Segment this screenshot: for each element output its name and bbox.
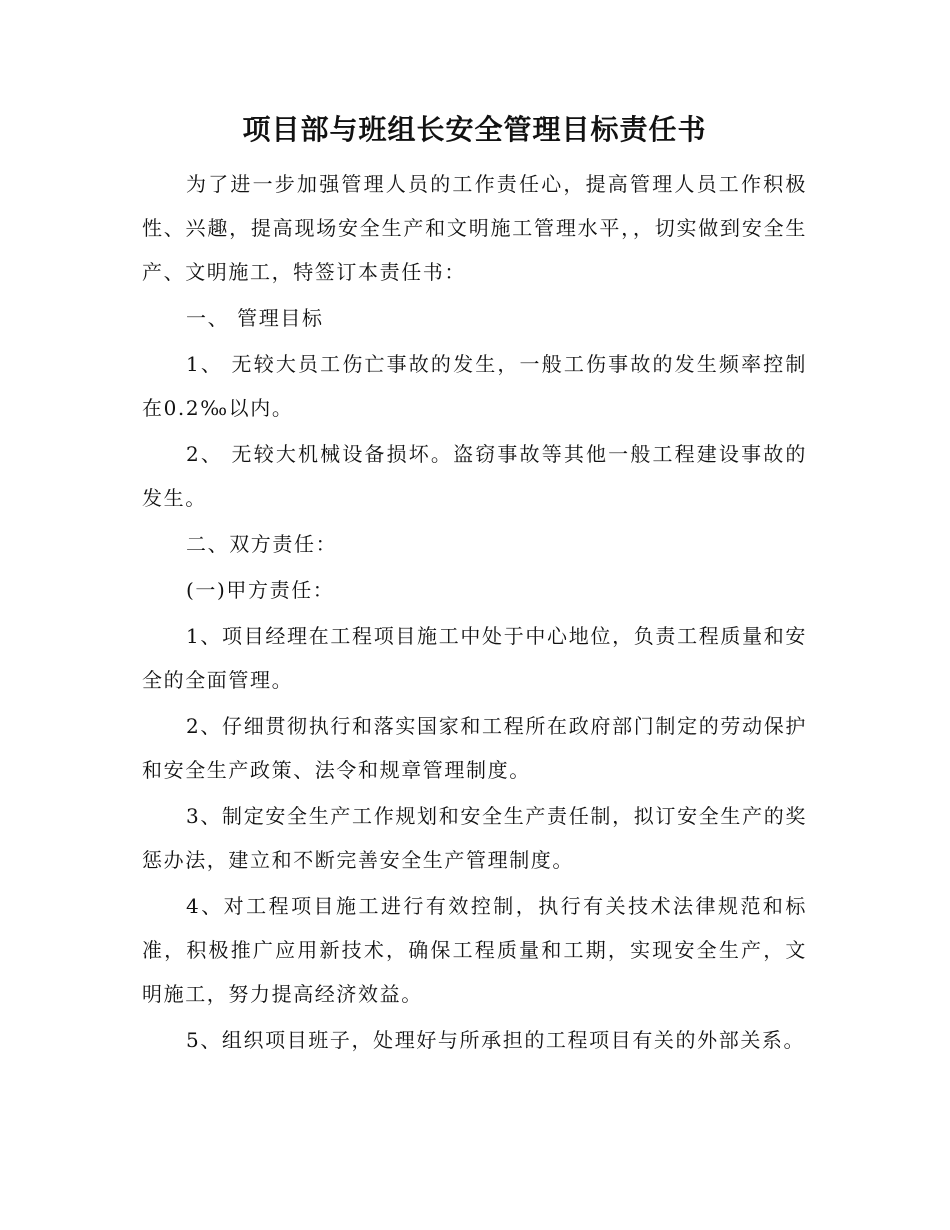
intro-paragraph: 为了进一步加强管理人员的工作责任心，提高管理人员工作积极性、兴趣，提高现场安全生产和文明施工管理水平，，切实做到安全生产、文明施工，特签订本责任书： (142, 172, 807, 284)
goal-item-1: 1、 无较大员工伤亡事故的发生，一般工伤事故的发生频率控制在0.2‰以内。 (142, 352, 807, 420)
subsection-heading-party-a: (一)甲方责任： (186, 578, 335, 602)
document-title: 项目部与班组长安全管理目标责任书 (242, 113, 707, 146)
responsibility-item-4: 4、对工程项目施工进行有效控制，执行有关技术法律规范和标准，积极推广应用新技术，确保工程质量和工期，实现安全生产，文明施工，努力提高经济效益。 (142, 894, 807, 1006)
section-heading-responsibilities: 二、双方责任： (186, 532, 338, 556)
responsibility-item-1: 1、项目经理在工程项目施工中处于中心地位，负责工程质量和安全的全面管理。 (142, 624, 807, 692)
document-page (142, 108, 807, 1064)
goal-item-2: 2、 无较大机械设备损坏。盗窃事故等其他一般工程建设事故的发生。 (142, 442, 807, 510)
responsibility-item-3: 3、制定安全生产工作规划和安全生产责任制，拟订安全生产的奖惩办法，建立和不断完善安全生产管理制度。 (142, 804, 807, 872)
responsibility-item-2: 2、仔细贯彻执行和落实国家和工程所在政府部门制定的劳动保护和安全生产政策、法令和规章管理制度。 (142, 714, 807, 782)
section-heading-goals: 一、 管理目标 (186, 306, 324, 330)
responsibility-item-5: 5、组织项目班子，处理好与所承担的工程项目有关的外部关系。 (186, 1028, 806, 1052)
